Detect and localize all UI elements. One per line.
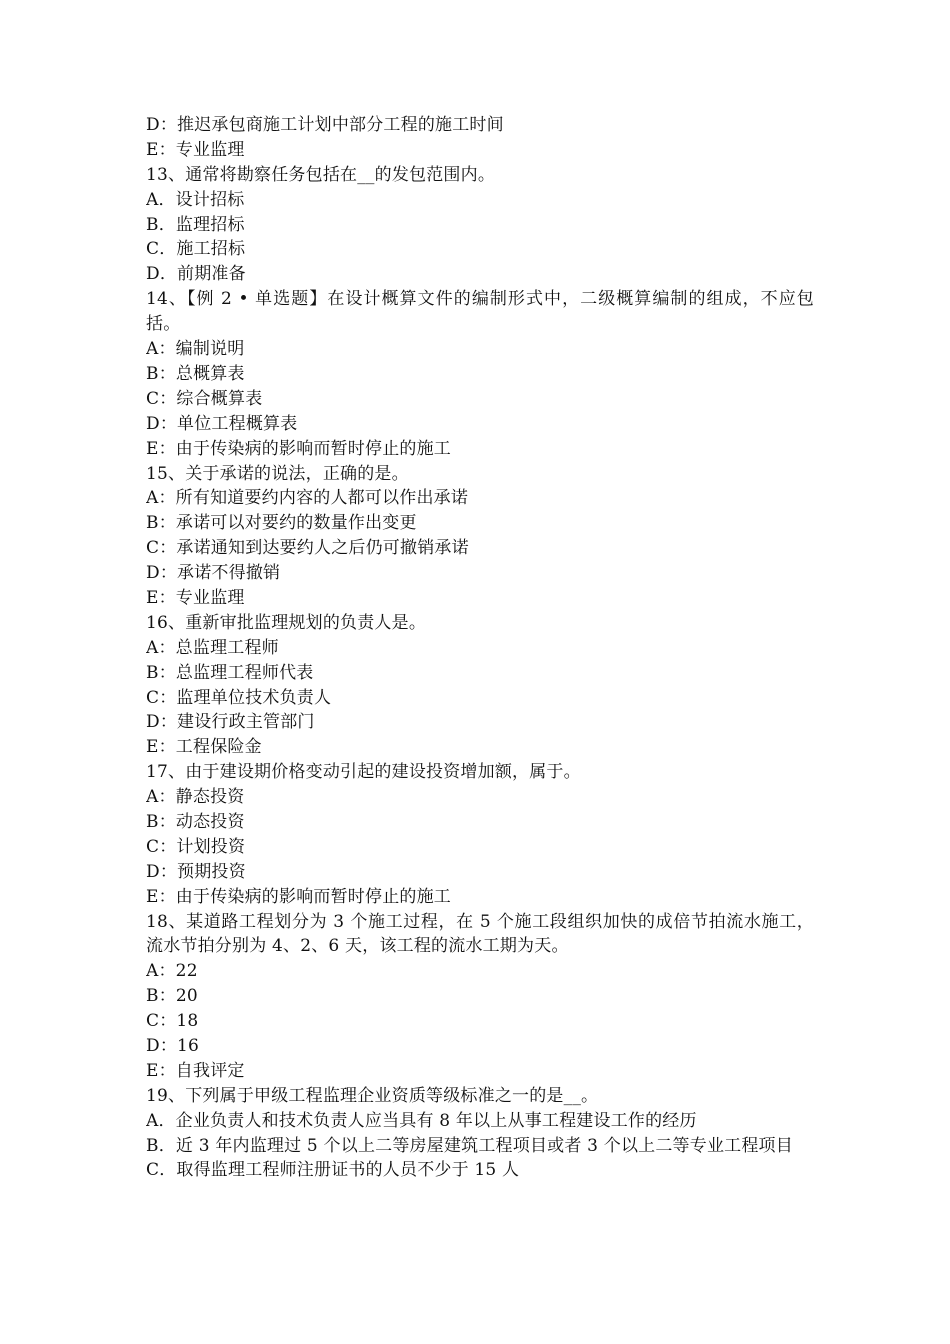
- option-15-a: A：所有知道要约内容的人都可以作出承诺: [146, 488, 469, 509]
- option-15-b: B：承诺可以对要约的数量作出变更: [146, 513, 417, 534]
- option-16-d: D：建设行政主管部门: [146, 712, 315, 733]
- option-14-d: D：单位工程概算表: [146, 413, 298, 434]
- question-18: 18、某道路工程划分为 3 个施工过程，在 5 个施工段组织加快的成倍节拍流水施工，流水节拍分别为 4、2、6 天，该工程的流水工期为天。: [146, 911, 814, 957]
- question-17: 17、由于建设期价格变动引起的建设投资增加额，属于。: [146, 762, 581, 783]
- option-17-c: C：计划投资: [146, 836, 246, 857]
- option-13-prev-d: D：推迟承包商施工计划中部分工程的施工时间: [146, 115, 504, 135]
- question-13: 13、通常将勘察任务包括在__的发包范围内。: [146, 164, 496, 185]
- option-16-a: A：总监理工程师: [146, 637, 279, 658]
- option-17-b: B：动态投资: [146, 811, 245, 832]
- option-18-d: D：16: [146, 1036, 200, 1057]
- option-17-e: E：由于传染病的影响而暂时停止的施工: [146, 886, 452, 907]
- option-14-a: A：编制说明: [146, 339, 245, 360]
- option-15-c: C：承诺通知到达要约人之后仍可撤销承诺: [146, 538, 469, 559]
- question-19: 19、下列属于甲级工程监理企业资质等级标准之一的是__。: [146, 1085, 599, 1106]
- option-13-a: A．设计招标: [146, 189, 245, 210]
- option-18-e: E：自我评定: [146, 1060, 245, 1081]
- option-13-b: B．监理招标: [146, 214, 245, 235]
- option-14-c: C：综合概算表: [146, 388, 263, 409]
- question-15: 15、关于承诺的说法，正确的是。: [146, 463, 409, 484]
- document-body: [146, 113, 814, 1183]
- option-16-e: E：工程保险金: [146, 737, 262, 758]
- option-19-a: A．企业负责人和技术负责人应当具有 8 年以上从事工程建设工作的经历: [146, 1110, 697, 1131]
- option-19-b: B．近 3 年内监理过 5 个以上二等房屋建筑工程项目或者 3 个以上二等专业工程项目: [146, 1135, 793, 1156]
- option-18-c: C：18: [146, 1011, 199, 1032]
- question-16: 16、重新审批监理规划的负责人是。: [146, 612, 427, 633]
- option-18-a: A：22: [146, 961, 198, 982]
- option-16-c: C：监理单位技术负责人: [146, 687, 332, 708]
- option-19-c: C．取得监理工程师注册证书的人员不少于 15 人: [146, 1160, 520, 1181]
- option-17-a: A：静态投资: [146, 787, 245, 808]
- question-14: 14、【例 2 • 单选题】在设计概算文件的编制形式中，二级概算编制的组成，不应包括。: [146, 289, 814, 335]
- option-13-prev-e: E：专业监理: [146, 139, 245, 160]
- option-17-d: D：预期投资: [146, 861, 246, 882]
- option-15-d: D：承诺不得撤销: [146, 563, 281, 584]
- option-15-e: E：专业监理: [146, 587, 245, 608]
- option-16-b: B：总监理工程师代表: [146, 662, 314, 683]
- option-14-b: B：总概算表: [146, 363, 245, 384]
- option-13-c: C．施工招标: [146, 239, 246, 260]
- option-14-e: E：由于传染病的影响而暂时停止的施工: [146, 438, 452, 459]
- option-18-b: B：20: [146, 986, 198, 1007]
- option-13-d: D．前期准备: [146, 264, 246, 285]
